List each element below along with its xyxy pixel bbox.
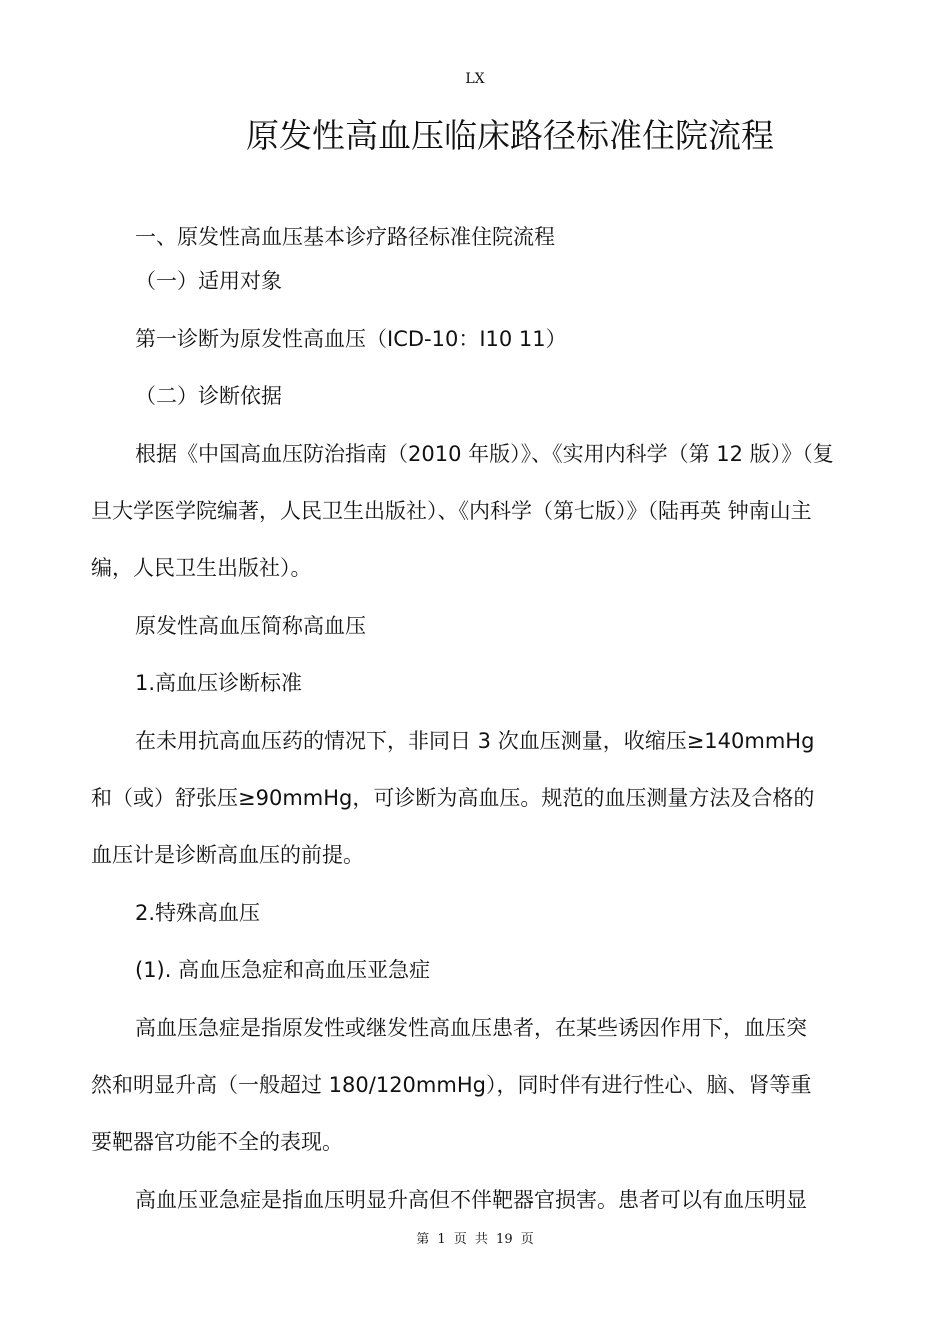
diagnosis-basis-line-3: 编，人民卫生出版社）。: [91, 556, 312, 580]
emergency-line-1: 高血压急症是指原发性或继发性高血压患者，在某些诱因作用下，血压突: [135, 1016, 807, 1040]
criteria-line-1: 在未用抗高血压药的情况下，非同日 3 次血压测量，收缩压≥140mmHg: [135, 729, 815, 753]
diagnosis-basis-line-1: 根据《中国高血压防治指南（2010 年版）》、《实用内科学（第 12 版）》（复: [135, 442, 834, 466]
short-name-text: 原发性高血压简称高血压: [135, 614, 366, 638]
applicable-object-text: 第一诊断为原发性高血压（ICD-10：I10 11）: [135, 327, 567, 351]
item-1-heading: 1.高血压诊断标准: [135, 671, 303, 695]
subsection-1-heading: （一）适用对象: [135, 269, 282, 293]
page-footer: 第 1 页 共 19 页: [416, 1232, 534, 1247]
criteria-line-2: 和（或）舒张压≥90mmHg，可诊断为高血压。规范的血压测量方法及合格的: [91, 786, 815, 810]
subsection-2-heading: （二）诊断依据: [135, 384, 282, 408]
section-1-heading: 一、原发性高血压基本诊疗路径标准住院流程: [135, 225, 555, 249]
document-title: 原发性高血压临床路径标准住院流程: [246, 116, 774, 155]
criteria-line-3: 血压计是诊断高血压的前提。: [91, 843, 364, 867]
emergency-line-2: 然和明显升高（一般超过 180/120mmHg），同时伴有进行性心、脑、肾等重: [91, 1073, 812, 1097]
item-2-heading: 2.特殊高血压: [135, 901, 261, 925]
diagnosis-basis-line-2: 旦大学医学院编著，人民卫生出版社）、《内科学（第七版）》（陆再英 钟南山主: [91, 499, 812, 523]
emergency-line-3: 要靶器官功能不全的表现。: [91, 1130, 343, 1154]
item-2-1-heading: (1). 高血压急症和高血压亚急症: [135, 958, 431, 982]
page-header: LX: [465, 71, 485, 87]
subacute-line-1: 高血压亚急症是指血压明显升高但不伴靶器官损害。患者可以有血压明显: [135, 1188, 807, 1212]
